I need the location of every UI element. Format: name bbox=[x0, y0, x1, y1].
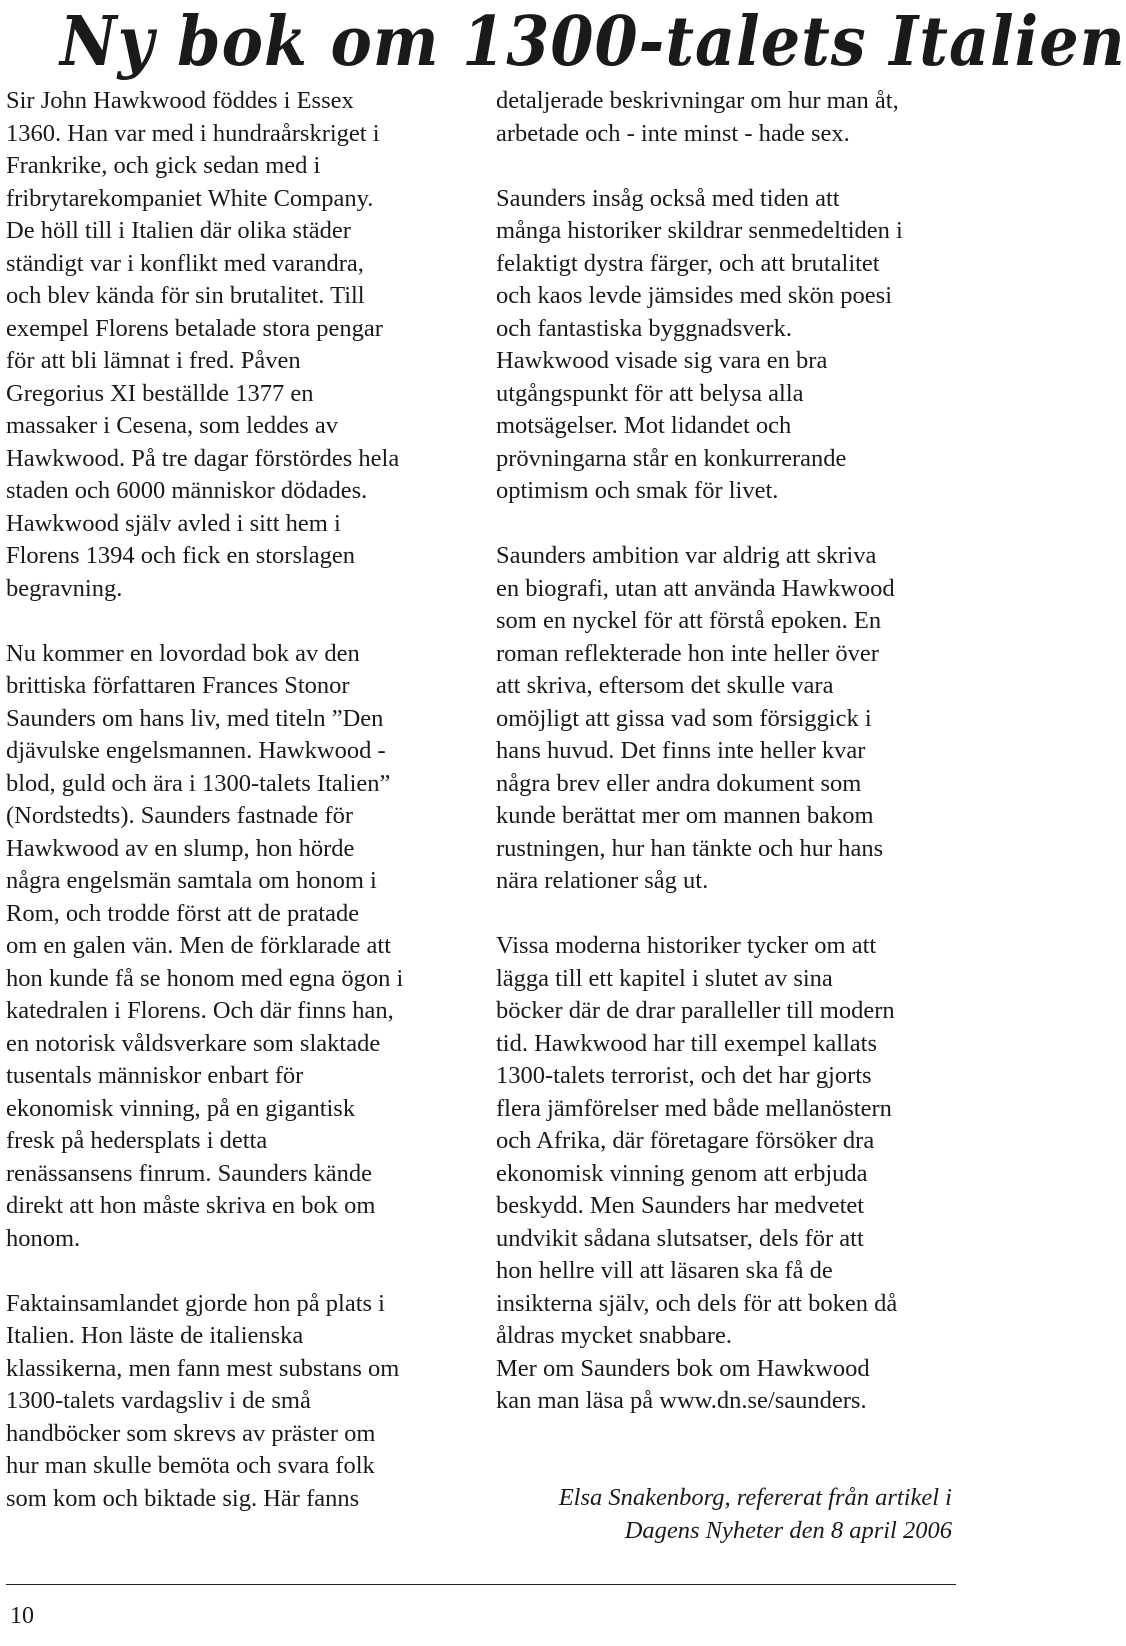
footer-divider bbox=[6, 1584, 956, 1585]
page-number: 10 bbox=[10, 1603, 34, 1629]
author-signature: Elsa Snakenborg, refererat från artikel i Dagens Nyheter den 8 april 2006 bbox=[558, 1484, 952, 1544]
paragraph: Saunders ambition var aldrig att skriva en biografi, utan att använda Hawkwood som en nyckel för att förstå epoken. En roman reflekterade hon inte heller över att skriva, eftersom det skulle vara omöjligt att gissa vad som försiggick i hans huvud. Det finns inte heller kvar några brev eller andra dokument som kunde berättat mer om mannen bakom rustningen, hur han tänkte och hur hans nära relationer såg ut. bbox=[496, 542, 895, 894]
paragraph: detaljerade beskrivningar om hur man åt, arbetade och - inte minst - hade sex. bbox=[496, 87, 899, 147]
paragraph: Saunders insåg också med tiden att många historiker skildrar senmedeltiden i felaktigt dystra färger, och att brutalitet och kaos levde jämsides med skön poesi och fantastiska byggnadsverk. Hawkwood visade sig vara en bra utgångspunkt för att belysa alla motsägelser. Mot lidandet och prövningarna står en konkurrerande optimism och smak för livet. bbox=[496, 184, 903, 504]
article-title: Ny bok om 1300-talets Italien bbox=[60, 1, 1126, 82]
right-column bbox=[496, 85, 956, 1418]
paragraph: Faktainsamlandet gjorde hon på plats i Italien. Hon läste de italienska klassikerna, men fann mest substans om 1300-talets vardagsliv i de små handböcker som skrevs av präster om hur man skulle bemöta och svara folk som kom och biktade sig. Här fanns bbox=[6, 1289, 400, 1512]
left-column bbox=[6, 85, 446, 1515]
paragraph: Vissa moderna historiker tycker om att lägga till ett kapitel i slutet av sina böcker där de drar paralleller till modern tid. Hawkwood har till exempel kallats 1300-talets terrorist, och det har gjorts flera jämförelser med både mellanöstern och Afrika, där företagare försöker dra ekonomisk vinning genom att erbjuda beskydd. Men Saunders har medvetet undvikit sådana slutsatser, dels för att hon hellre vill att läsaren ska få de insikterna själv, och dels för att boken då åldras mycket snabbare. Mer om Saunders bok om Hawkwood kan man läsa på www.dn.se/saunders. bbox=[496, 932, 898, 1414]
paragraph: Sir John Hawkwood föddes i Essex 1360. Han var med i hundraårskriget i Frankrike, och gick sedan med i fribrytarekompaniet White Company. De höll till i Italien där olika städer ständigt var i konflikt med varandra, och blev kända för sin brutalitet. Till exempel Florens betalade stora pengar för att bli lämnat i fred. Påven Gregorius XI beställde 1377 en massaker i Cesena, som leddes av Hawkwood. På tre dagar förstördes hela staden och 6000 människor dödades. Hawkwood själv avled i sitt hem i Florens 1394 och fick en storslagen begravning. bbox=[6, 87, 400, 602]
paragraph: Nu kommer en lovordad bok av den brittiska författaren Frances Stonor Saunders om hans liv, med titeln ”Den djävulske engelsmannen. Hawkwood - blod, guld och ära i 1300-talets Italien” (Nordstedts). Saunders fastnade för Hawkwood av en slump, hon hörde några engelsmän samtala om honom i Rom, och trodde först att de pratade om en galen vän. Men de förklarade att hon kunde få se honom med egna ögon i katedralen i Florens. Och där finns han, en notorisk våldsverkare som slaktade tusentals människor enbart för ekonomisk vinning, på en gigantisk fresk på hedersplats i detta renässansens finrum. Saunders kände direkt att hon måste skriva en bok om honom. bbox=[6, 639, 404, 1252]
